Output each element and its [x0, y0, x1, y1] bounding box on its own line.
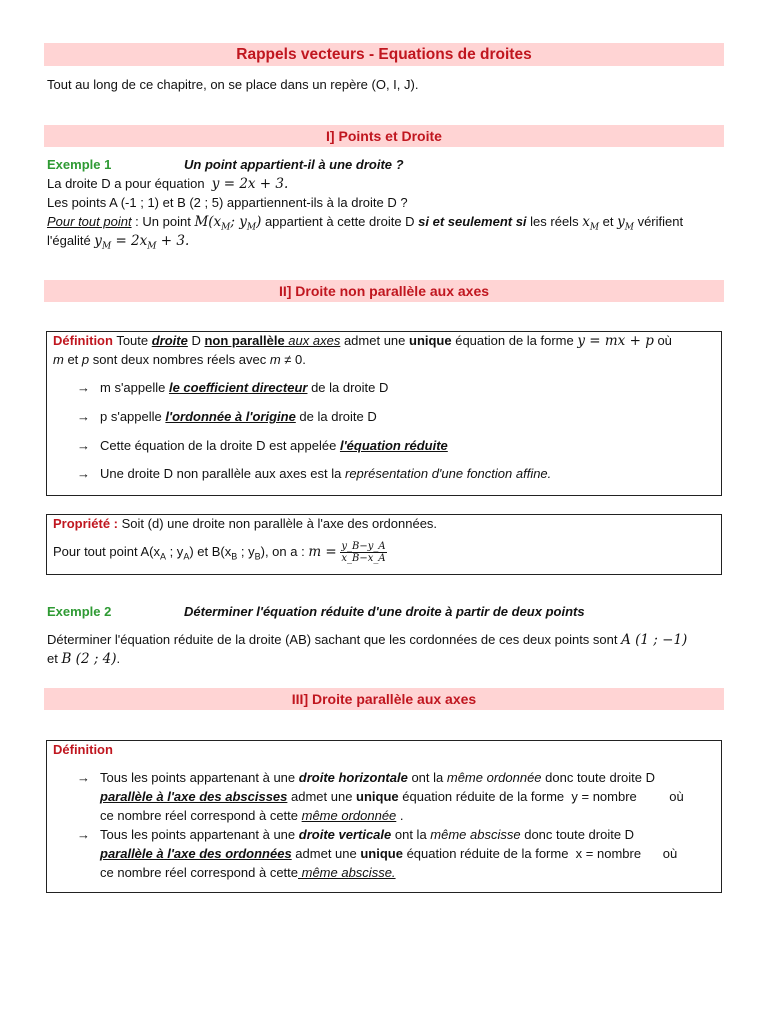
emphasis: droite horizontale: [298, 770, 408, 785]
section-heading-2: II] Droite non parallèle aux axes: [44, 280, 724, 302]
property-box: [46, 514, 722, 575]
emphasis: le coefficient directeur: [168, 380, 308, 395]
text: ce nombre réel correspond à cette: [100, 865, 298, 880]
bullet-ordonnee: [100, 408, 377, 426]
example1-line1: [47, 175, 288, 193]
emphasis: droite: [151, 333, 188, 348]
emphasis: unique: [360, 846, 403, 861]
text: de la droite D: [295, 409, 377, 424]
example1-line2: Les points A (-1 ; 1) et B (2 ; 5) appartiennent-ils à la droite D ?: [47, 195, 408, 210]
emphasis: unique: [409, 333, 452, 348]
text: ), on a :: [260, 543, 309, 559]
page-title: Rappels vecteurs - Equations de droites: [44, 43, 724, 66]
text: Soit (d) une droite non parallèle à l'axe des ordonnées.: [118, 516, 438, 531]
text: ) et B(x: [189, 543, 232, 559]
arrow-icon: →: [77, 770, 90, 785]
point-B: B (2 ; 4): [61, 651, 117, 667]
bullet1-line3: [100, 807, 404, 825]
emphasis: unique: [356, 789, 399, 804]
sub: M: [221, 222, 231, 233]
m-equals: m =: [308, 543, 337, 560]
text: les réels: [526, 214, 583, 229]
xm: [582, 214, 600, 233]
arrow-icon: →: [77, 409, 90, 424]
example1-line4: [47, 232, 189, 256]
bullet-coefficient: [100, 379, 388, 397]
emphasis: même abscisse: [430, 827, 521, 842]
text: donc toute droite D: [541, 770, 655, 785]
m-y: ; y: [230, 214, 247, 230]
text: Toute: [112, 333, 152, 348]
sub: M: [624, 222, 634, 233]
text: et: [47, 651, 62, 666]
bullet-fonction-affine: [100, 465, 551, 483]
section-heading-3: III] Droite parallèle aux axes: [44, 688, 724, 710]
definition-label: Définition: [53, 742, 113, 757]
example1-label: Exemple 1: [47, 157, 112, 172]
definition-label: Définition: [53, 333, 113, 348]
text: admet une: [287, 789, 357, 804]
text: ce nombre réel correspond à cette: [100, 808, 302, 823]
definition-line1: [53, 332, 672, 350]
arrow-icon: →: [77, 438, 90, 453]
bullet2-line3: [100, 864, 396, 882]
equality: [94, 233, 190, 252]
emphasis: même ordonnée: [446, 770, 542, 785]
sub: M: [589, 222, 600, 233]
text: ; y: [237, 543, 255, 559]
text: Pour tout point A(x: [53, 543, 160, 559]
equation: y = mx + p: [577, 333, 654, 349]
sub: B: [231, 551, 238, 562]
definition-box-1: [46, 331, 722, 496]
text: ont la: [407, 770, 447, 785]
m: m: [269, 352, 281, 367]
section-heading-1: I] Points et Droite: [44, 125, 724, 147]
sub: B: [254, 551, 261, 562]
text: l'égalité: [47, 233, 95, 248]
arrow-icon: →: [77, 380, 90, 395]
text: vérifient: [633, 214, 684, 229]
text: .: [116, 651, 121, 666]
text: appartient à cette droite D: [261, 214, 419, 229]
sub: M: [101, 241, 112, 252]
text: ont la: [391, 827, 431, 842]
emphasis: représentation d'une fonction affine.: [344, 466, 552, 481]
text: Tous les points appartenant à une: [100, 770, 299, 785]
emphasis: non parallèle: [204, 333, 285, 348]
text: et: [63, 352, 82, 367]
intro-text: Tout au long de ce chapitre, on se place dans un repère (O, I, J).: [47, 77, 419, 92]
text: équation réduite de la forme x = nombre où: [402, 846, 678, 861]
property-label: Propriété :: [53, 516, 119, 531]
numerator: y_B−y_A: [341, 541, 386, 552]
text: m s'appelle: [100, 380, 169, 395]
text: .: [396, 808, 404, 823]
example1-title: Un point appartient-il à une droite ?: [184, 157, 404, 172]
text: admet une: [291, 846, 361, 861]
paren: ): [256, 214, 262, 230]
mid: = 2x: [111, 233, 148, 249]
text: et: [599, 214, 618, 229]
text: où: [653, 333, 672, 348]
y: y: [617, 214, 625, 230]
text: D: [187, 333, 205, 348]
example2-title: Déterminer l'équation réduite d'une droite à partir de deux points: [184, 604, 585, 619]
sub: A: [159, 551, 166, 562]
text: ; y: [165, 543, 184, 559]
property-line1: [53, 515, 437, 533]
text: équation de la forme: [451, 333, 578, 348]
bullet-equation-reduite: [100, 437, 448, 455]
bullet1-line2: [100, 788, 684, 806]
property-line2: [53, 541, 387, 566]
emphasis: l'équation réduite: [339, 438, 448, 453]
x: x: [582, 214, 590, 230]
example2-label: Exemple 2: [47, 604, 112, 619]
emphasis: aux axes: [284, 333, 341, 348]
definition-label-line: [53, 741, 113, 759]
example2-line2: [47, 650, 120, 668]
underlined-phrase: Pour tout point: [47, 214, 132, 229]
slope-fraction: [340, 541, 386, 564]
text: équation réduite de la forme y = nombre où: [398, 789, 684, 804]
example2-line1: [47, 631, 687, 649]
emphasis: même abscisse.: [298, 865, 396, 880]
arrow-icon: →: [77, 466, 90, 481]
text: sont deux nombres réels avec: [89, 352, 270, 367]
definition-box-2: [46, 740, 722, 893]
equation: y = 2x + 3.: [211, 176, 289, 192]
bullet2-line2: [100, 845, 677, 863]
text: Cette équation de la droite D est appelée: [100, 438, 340, 453]
text: de la droite D: [307, 380, 389, 395]
sub: M: [147, 241, 157, 252]
text: : Un point: [131, 214, 195, 229]
text: Déterminer l'équation réduite de la droite (AB) sachant que les cordonnées de ces deux points sont: [47, 632, 622, 647]
definition-line2: [53, 351, 306, 369]
emphasis: parallèle à l'axe des ordonnées: [100, 846, 292, 861]
text: Une droite D non parallèle aux axes est la: [100, 466, 345, 481]
text: Tous les points appartenant à une: [100, 827, 299, 842]
emphasis: parallèle à l'axe des abscisses: [100, 789, 288, 804]
m: m: [53, 352, 64, 367]
point-M: [194, 214, 262, 233]
text: ≠ 0.: [280, 352, 306, 367]
end: + 3.: [156, 233, 190, 249]
example2-header: [47, 603, 585, 621]
denominator: x_B−x_A: [341, 553, 386, 564]
emphasis: même ordonnée: [301, 808, 397, 823]
sub: A: [183, 551, 190, 562]
arrow-icon: →: [77, 827, 90, 842]
bullet2-line1: [100, 826, 634, 844]
emphasis: si et seulement si: [418, 214, 527, 229]
text: La droite D a pour équation: [47, 176, 205, 191]
text: p s'appelle: [100, 409, 166, 424]
p: p: [81, 352, 90, 367]
text: donc toute droite D: [520, 827, 635, 842]
sub: M: [246, 222, 257, 233]
y: y: [94, 233, 102, 249]
bullet1-line1: [100, 769, 655, 787]
point-A: A (1 ; −1): [621, 632, 688, 648]
emphasis: droite verticale: [298, 827, 392, 842]
example1-header: [47, 156, 404, 174]
emphasis: l'ordonnée à l'origine: [165, 409, 296, 424]
m-x: M(x: [194, 214, 222, 230]
text: admet une: [340, 333, 409, 348]
ym: [617, 214, 634, 233]
